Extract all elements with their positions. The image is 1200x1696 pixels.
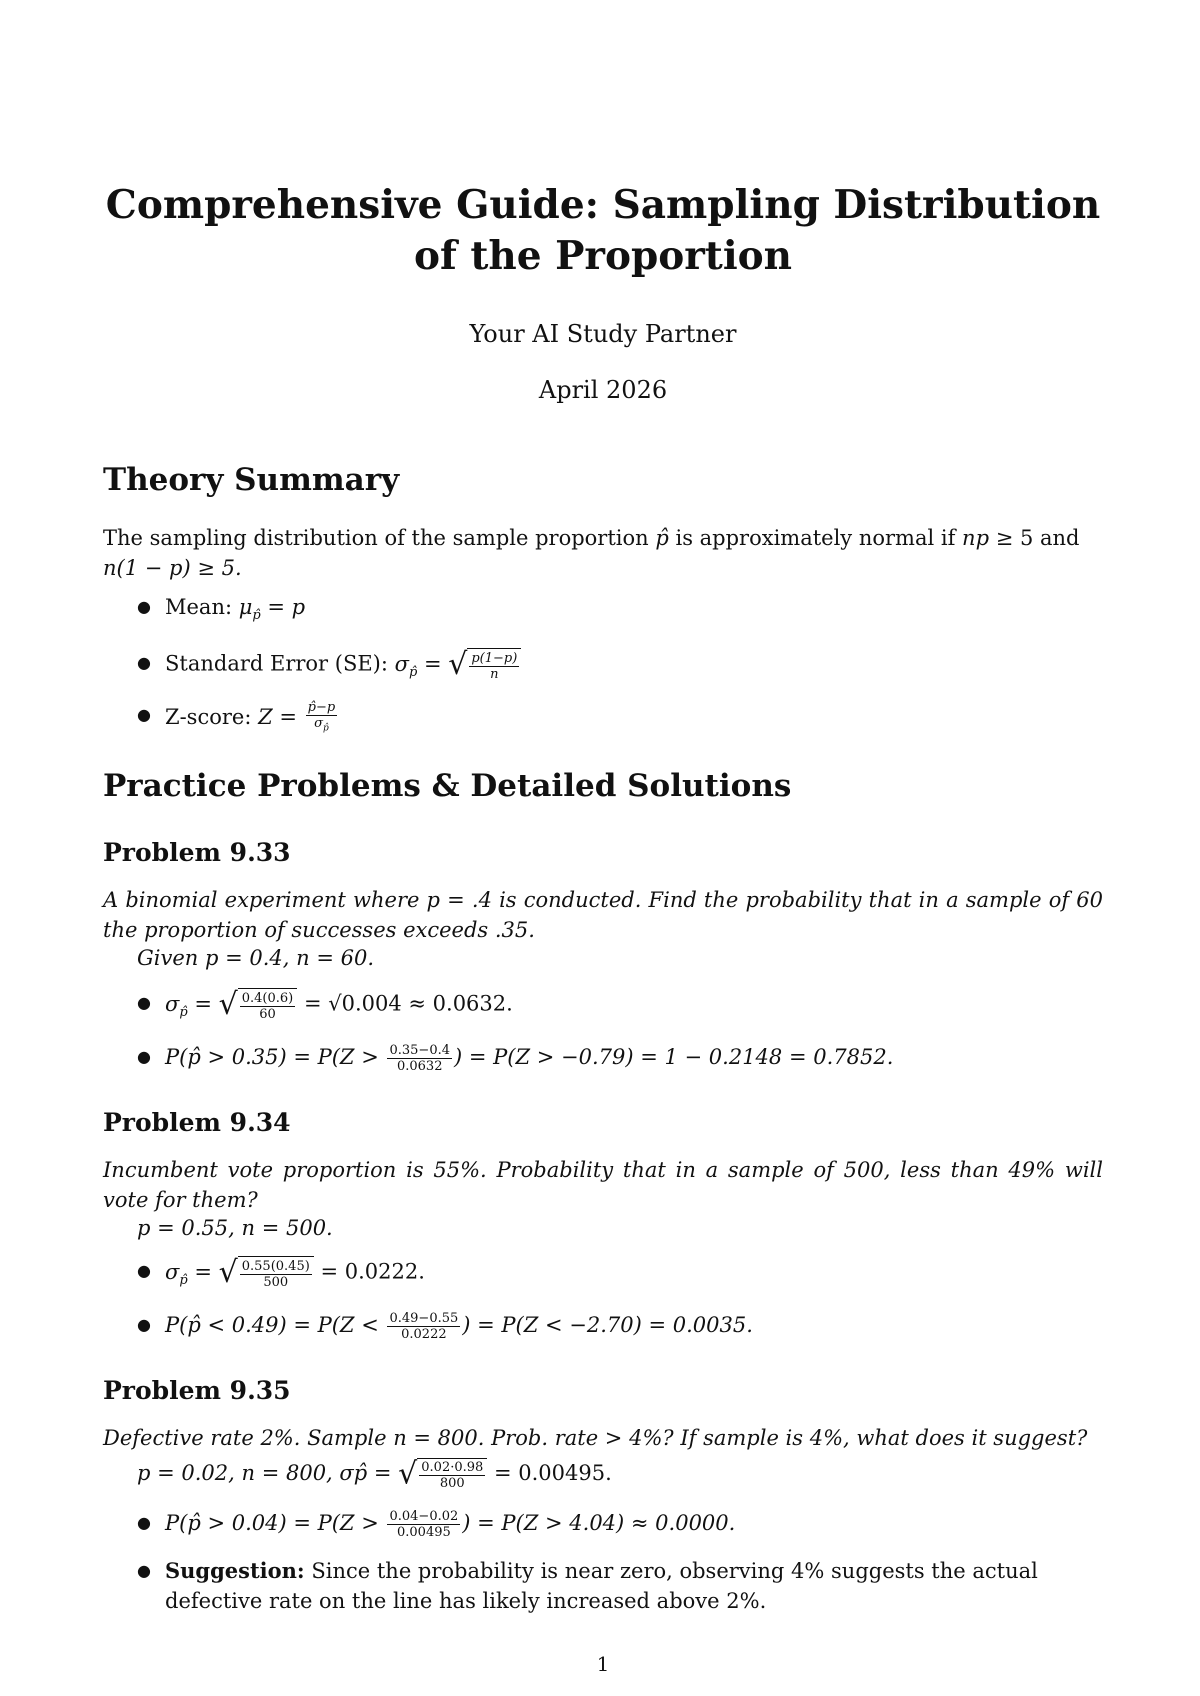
second-condition: n(1 − p) ≥ 5. (103, 556, 242, 580)
problem-9-34-heading: Problem 9.34 (103, 1108, 291, 1137)
problem-9-33-heading: Problem 9.33 (103, 838, 291, 867)
bullet-icon: ● (137, 1561, 151, 1580)
bullet-icon: ● (137, 705, 151, 724)
author: Your AI Study Partner (469, 320, 737, 348)
problem-9-35-given: p = 0.02, n = 800, σp̂ = √ $\frac{0.02\cdot 0.98}{800}$ = 0.00495. (137, 1456, 612, 1492)
bullet-icon: ● (137, 1315, 151, 1334)
problem-9-33-statement: A binomial experiment where p = .4 is conducted. Find the probability that in a sample of 60 the proportion of successes exceeds .35. (103, 888, 1103, 942)
theory-intro: The sampling distribution of the sample proportion p̂ is approximately normal if np ≥ 5 and n(1 − p) ≥ 5. (103, 526, 1080, 580)
bullet-icon: ● (137, 1261, 151, 1280)
problem-9-35-statement: Defective rate 2%. Sample n = 800. Prob. rate > 4%? If sample is 4%, what does it suggest? (103, 1426, 1088, 1450)
problem-9-34-statement: Incumbent vote proportion is 55%. Probability that in a sample of 500, less than 49% will vote for them? (103, 1158, 1103, 1212)
bullet-icon: ● (137, 653, 151, 672)
bullet-icon: ● (137, 1047, 151, 1066)
practice-heading: Practice Problems & Detailed Solutions (103, 768, 792, 804)
bullet-icon: ● (137, 1513, 151, 1532)
problem-9-33-given: Given p = 0.4, n = 60. (137, 946, 374, 970)
p-hat-symbol: p̂ (655, 526, 669, 550)
theory-heading: Theory Summary (103, 462, 400, 498)
bullet-icon: ● (137, 993, 151, 1012)
date: April 2026 (538, 376, 668, 404)
problem-9-34-given: p = 0.55, n = 500. (137, 1216, 333, 1240)
np-condition: np (962, 526, 990, 550)
bullet-icon: ● (137, 597, 151, 616)
document-title: Comprehensive Guide: Sampling Distribution of the Proportion (105, 182, 1101, 279)
problem-9-35-heading: Problem 9.35 (103, 1376, 291, 1405)
page-number: 1 (596, 1652, 610, 1676)
